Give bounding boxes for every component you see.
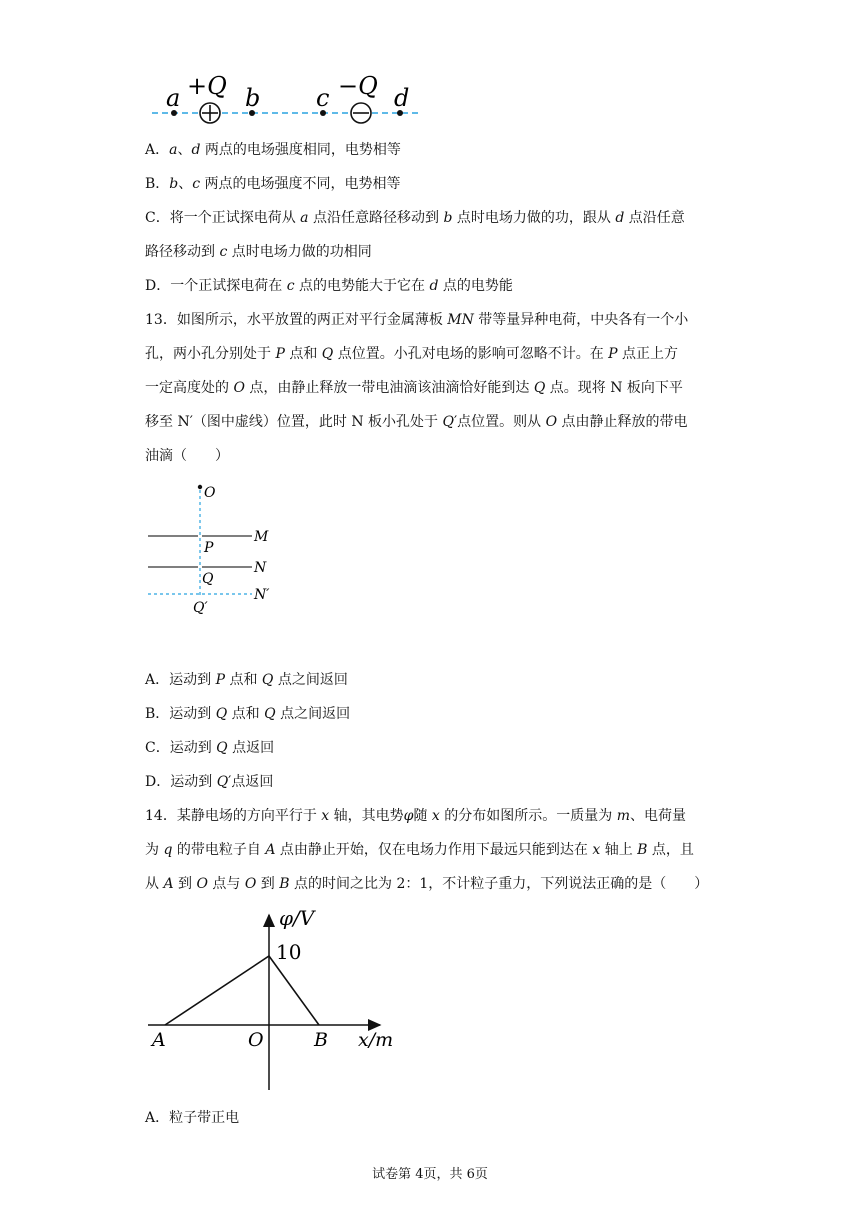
text-run: 点的电势能	[438, 278, 513, 294]
text-run: 点之间返回	[273, 672, 348, 688]
q14-stem-line-2	[145, 840, 694, 860]
q13-option-d	[145, 772, 273, 792]
q13-stem-line-1	[145, 310, 688, 330]
q12-option-c	[145, 208, 685, 228]
math-symbol: d	[191, 142, 201, 158]
math-symbol: P	[608, 346, 618, 362]
q13-option-a	[145, 670, 348, 690]
math-symbol: c	[192, 176, 201, 192]
math-symbol: A	[265, 842, 276, 858]
label-d: d	[394, 84, 410, 112]
math-symbol: Q	[321, 346, 334, 362]
text-run: 点与	[207, 876, 245, 892]
label-q: Q	[202, 571, 214, 587]
q14-stem-line-1	[145, 806, 686, 826]
math-symbol: A	[163, 876, 174, 892]
graph-label-o: O	[248, 1029, 264, 1051]
text-run: 点和	[225, 672, 262, 688]
math-symbol: MN	[447, 312, 474, 328]
math-symbol: d	[429, 278, 439, 294]
text-run: 到	[173, 876, 197, 892]
math-symbol: d	[615, 210, 625, 226]
graph-ylabel: φ/V	[279, 906, 315, 930]
text-run: 孔，两小孔分别处于	[145, 346, 276, 362]
math-symbol: O	[244, 876, 257, 892]
q12-option-d	[145, 276, 513, 296]
math-symbol: x	[592, 842, 601, 858]
potential-graph-figure	[140, 905, 410, 1095]
text-run: 的分布如图所示。一质量为	[439, 808, 617, 824]
text-run: 点沿任意	[624, 210, 685, 226]
text-run: 14．某静电场的方向平行于	[145, 808, 322, 824]
text-run: 到	[256, 876, 280, 892]
page-footer: 试卷第 4页，共 6页	[372, 1167, 488, 1182]
label-o: O	[204, 485, 216, 501]
text-run: 、	[177, 142, 192, 158]
graph-label-a: A	[152, 1029, 166, 1051]
plates-figure	[140, 478, 290, 618]
math-symbol: c	[286, 278, 295, 294]
math-symbol: Q	[216, 740, 228, 756]
text-run: 点，且	[647, 842, 694, 858]
option-label: A．	[145, 672, 170, 688]
text-run: 路径移动到	[145, 244, 220, 260]
text-run: 将一个正试探电荷从	[169, 210, 301, 226]
option-label: A．	[145, 142, 170, 158]
math-symbol: b	[169, 176, 179, 192]
text-run: 带等量异种电荷，中央各有一个小	[473, 312, 689, 328]
text-run: 点时电场力做的功，跟从	[452, 210, 616, 226]
text-run: 点。现将 N 板向下平	[545, 380, 683, 396]
text-run: 运动到	[170, 774, 217, 790]
option-label: D．	[145, 774, 171, 790]
graph-label-b: B	[314, 1029, 328, 1051]
math-symbol: Q	[216, 774, 229, 790]
option-label: C．	[145, 210, 170, 226]
label-minus-q: −Q	[338, 72, 378, 100]
text-run: 点位置。小孔对电场的影响可忽略不计。在	[333, 346, 609, 362]
math-symbol: x	[431, 808, 440, 824]
math-symbol: b	[443, 210, 453, 226]
label-m: M	[254, 529, 269, 545]
negative-charge-icon	[351, 103, 371, 123]
q13-option-c	[145, 738, 274, 758]
graph-peak-label: 10	[276, 940, 302, 964]
text-run: 的带电粒子自	[172, 842, 266, 858]
positive-charge-icon	[200, 103, 220, 123]
math-symbol: x	[321, 808, 330, 824]
label-a: a	[166, 84, 181, 112]
text-run: ′点位置。则从	[453, 414, 546, 430]
label-plus-q: +Q	[187, 72, 227, 100]
math-symbol: Q	[442, 414, 454, 430]
text-run: 两点的电场强度不同，电势相等	[200, 176, 401, 192]
charge-line-figure	[140, 68, 430, 130]
text-run: 点和	[284, 346, 322, 362]
math-symbol: Q	[261, 672, 274, 688]
text-run: 点的时间之比为 2：1，不计粒子重力，下列说法正确的是（ ）	[289, 876, 709, 892]
text-run: 点和	[227, 706, 265, 722]
q13-stem-line-3	[145, 378, 683, 398]
text-run: 运动到	[169, 672, 216, 688]
text-run: 13．如图所示，水平放置的两正对平行金属薄板	[145, 312, 448, 328]
q13-stem-line-4	[145, 412, 688, 432]
text-run: 轴，其电势	[329, 808, 404, 824]
option-label: C．	[145, 740, 170, 756]
potential-curve	[165, 956, 319, 1025]
text-run: 粒子带正电	[169, 1110, 240, 1126]
option-label: B．	[145, 176, 170, 192]
q13-option-b	[145, 704, 350, 724]
q14-option-a	[145, 1108, 239, 1128]
text-run: 轴上	[600, 842, 638, 858]
text-run: 点之间返回	[275, 706, 351, 722]
text-run: 运动到	[169, 706, 216, 722]
text-run: ′点返回	[228, 774, 274, 790]
math-symbol: B	[637, 842, 648, 858]
label-b: b	[245, 84, 261, 112]
text-run: 点正上方	[617, 346, 679, 362]
option-label: D．	[145, 278, 171, 294]
q13-stem-line-5	[145, 446, 229, 466]
point-o-dot	[198, 485, 202, 489]
q12-option-b	[145, 174, 401, 194]
text-run: 点返回	[227, 740, 275, 756]
math-symbol: P	[275, 346, 285, 362]
q12-option-a	[145, 140, 401, 160]
text-run: 从	[145, 876, 164, 892]
text-run: 、电荷量	[629, 808, 686, 824]
text-run: 点，由静止释放一带电油滴该油滴恰好能到达	[244, 380, 534, 396]
text-run: 为	[145, 842, 164, 858]
text-run: 运动到	[169, 740, 217, 756]
q12-option-c-cont	[145, 242, 372, 262]
label-q-prime: Q′	[193, 600, 208, 616]
math-symbol: P	[215, 672, 225, 688]
text-run: 一定高度处的	[145, 380, 234, 396]
text-run: 点沿任意路径移动到	[308, 210, 444, 226]
option-label: A．	[145, 1110, 170, 1126]
q13-stem-line-2	[145, 344, 678, 364]
math-symbol: O	[233, 380, 245, 396]
text-run: 油滴（ ）	[145, 448, 229, 464]
math-symbol: B	[279, 876, 290, 892]
label-p: P	[204, 540, 214, 556]
math-symbol: a	[169, 142, 178, 158]
text-run: 、	[178, 176, 193, 192]
math-symbol: O	[196, 876, 208, 892]
label-n-prime: N′	[254, 587, 270, 603]
math-symbol: Q	[533, 380, 546, 396]
math-symbol: φ	[403, 808, 414, 824]
text-run: 点时电场力做的功相同	[227, 244, 372, 260]
math-symbol: O	[545, 414, 558, 430]
math-symbol: Q	[264, 706, 276, 722]
math-symbol: q	[163, 842, 173, 858]
math-symbol: a	[300, 210, 309, 226]
math-symbol: c	[219, 244, 228, 260]
text-run: 随	[413, 808, 432, 824]
q14-stem-line-3	[145, 874, 708, 894]
math-symbol: Q	[215, 706, 228, 722]
option-label: B．	[145, 706, 170, 722]
label-n: N	[254, 560, 267, 576]
text-run: 点由静止开始，仅在电场力作用下最远只能到达在	[275, 842, 593, 858]
label-c: c	[316, 84, 330, 112]
graph-xlabel: x/m	[358, 1029, 394, 1051]
text-run: 一个正试探电荷在	[170, 278, 287, 294]
text-run: 移至 N′（图中虚线）位置，此时 N 板小孔处于	[145, 414, 443, 430]
text-run: 点的电势能大于它在	[294, 278, 430, 294]
text-run: 点由静止释放的带电	[557, 414, 688, 430]
math-symbol: m	[616, 808, 630, 824]
text-run: 两点的电场强度相同，电势相等	[200, 142, 401, 158]
